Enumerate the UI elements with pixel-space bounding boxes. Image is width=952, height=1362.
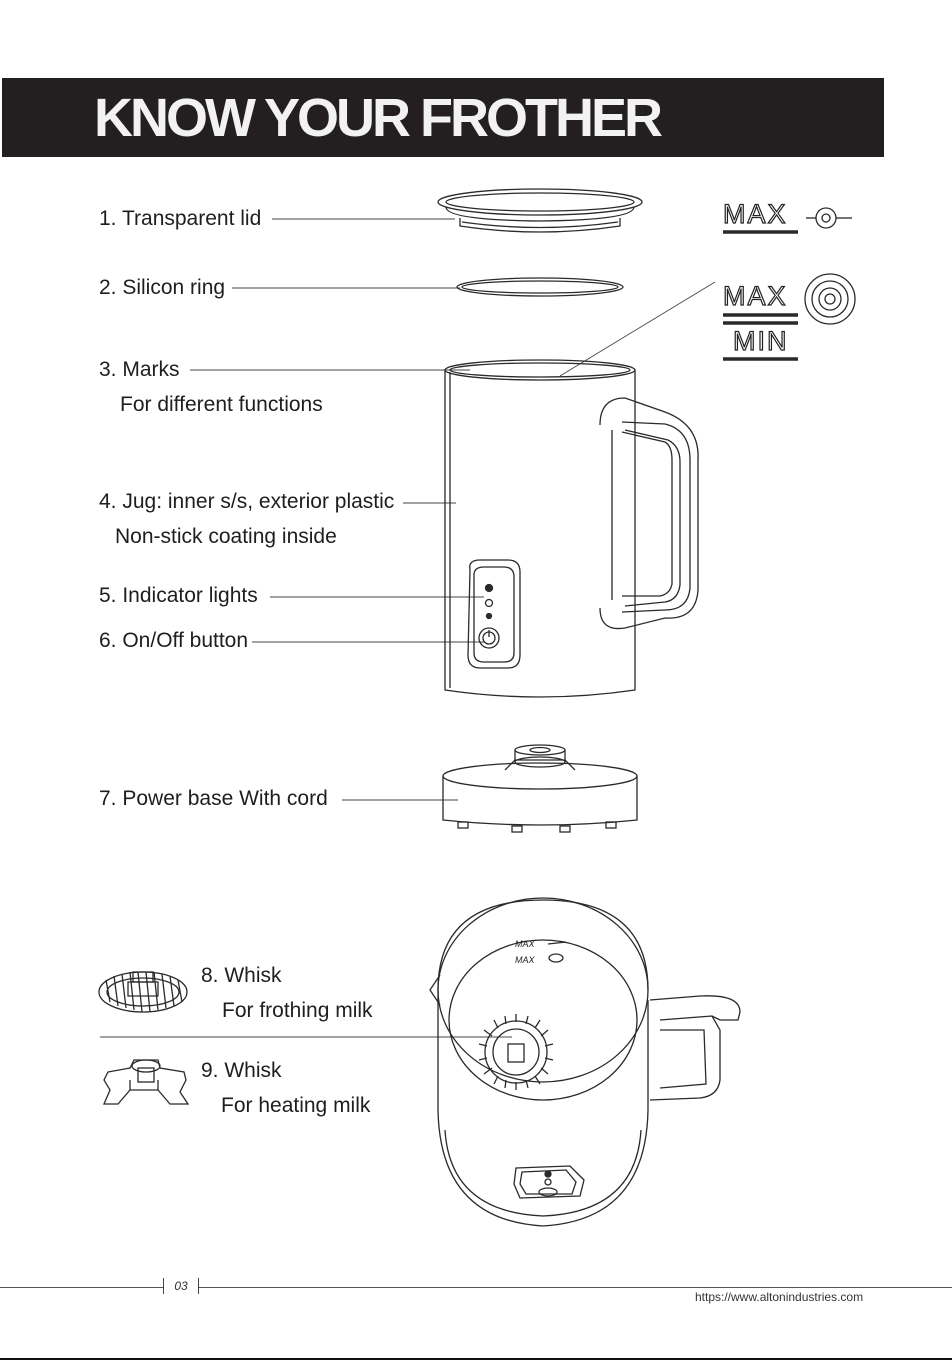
jug-max-mark-2: MAX [515,955,535,965]
part-5-label: 5. Indicator lights [99,584,258,607]
jug-top-view-drawing [430,898,740,1226]
part-8-label: 8. Whisk [201,964,282,987]
page-title: KNOW YOUR FROTHER [94,88,660,148]
part-4-detail: Non-stick coating inside [115,525,337,548]
part-1-label: 1. Transparent lid [99,207,262,230]
jug-drawing [445,360,698,697]
marks-icons [723,199,855,359]
silicon-ring-drawing [457,278,623,296]
max-mark-text-1: MAX [723,199,788,229]
bottom-rule [0,1358,952,1360]
page-number: 03 [163,1278,199,1294]
heating-whisk-drawing [104,1060,188,1104]
footer-divider [0,1287,952,1288]
part-6-label: 6. On/Off button [99,629,249,652]
min-mark-text: MIN [733,326,789,356]
footer-url: https://www.altonindustries.com [695,1290,864,1304]
part-4-label: 4. Jug: inner s/s, exterior plastic [99,490,395,513]
part-9-detail: For heating milk [221,1094,371,1117]
part-3-detail: For different functions [120,393,323,416]
frothing-whisk-drawing [99,972,187,1012]
lid-drawing [438,189,642,232]
part-7-label: 7. Power base With cord [99,787,328,810]
part-8-detail: For frothing milk [222,999,373,1022]
part-3-label: 3. Marks [99,358,180,381]
part-9-label: 9. Whisk [201,1059,282,1082]
max-mark-text-2: MAX [723,281,788,311]
part-2-label: 2. Silicon ring [99,276,226,299]
power-base-drawing [443,745,637,832]
jug-max-mark-1: MAX [515,939,535,949]
